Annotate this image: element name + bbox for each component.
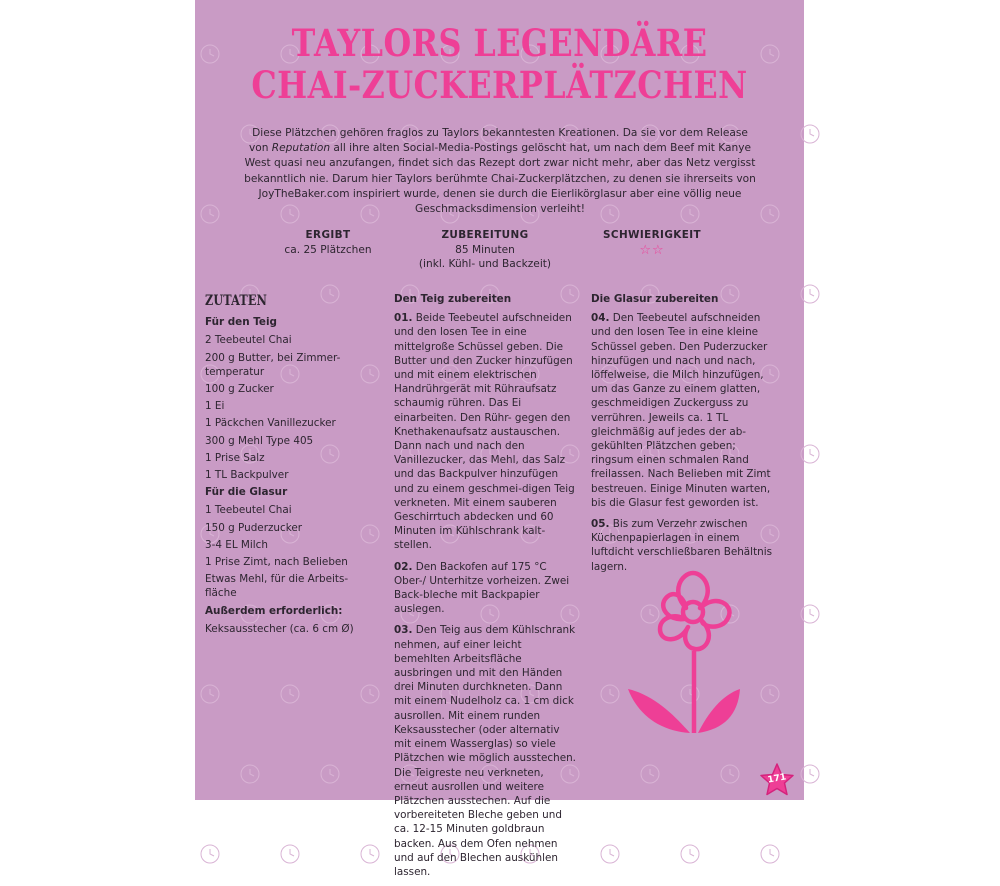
- pattern-clock-hands: [810, 129, 814, 136]
- intro-text-2: all ihre alten Social-Media-Postings gelöscht hat, um nach dem Beef mit Kanye West quasi neu anzufangen, findet sich das Rezept dort zwar nicht mehr, aber das Netz vergisst bekanntlich nie. Darum hier Taylors berühmte Chai-Zuckerplätzchen, zu denen sie ihrerseits von JoyTheBaker.com inspiriert wurde, denen sie durch die Eierlikörglasur aber eine völlig neue Geschmacksdimension verleiht!: [244, 142, 756, 216]
- dough-column: [394, 292, 579, 886]
- page-number-holder: [758, 762, 796, 800]
- ingredient-group: [205, 485, 365, 600]
- difficulty-star-icon: ☆: [652, 242, 665, 258]
- pattern-clock-hands: [810, 449, 814, 456]
- dough-heading: Den Teig zubereiten: [394, 293, 512, 305]
- step-text: Den Teig aus dem Kühlschrank nehmen, auf einer leicht bemehlten Arbeitsfläche ausbringen und mit den Händen drei Minuten durchkneten. Dann mit einem Nudelholz ca. 1 cm dick ausrollen. Mit einem runden Keksausstecher (oder alternativ mit einem Wasserglas) so viele Plätzchen wie möglich ausstechen. Die Teigreste neu verkneten, erneut ausrollen und weitere Plätzchen ausstechen. Auf die vorbereiteten Bleche geben und ca. 12-15 Minuten goldbraun backen. Aus dem Ofen nehmen und auf den Blechen auskühlen lassen.: [394, 624, 576, 878]
- pattern-clock-hands: [210, 689, 214, 696]
- meta-difficulty: [577, 228, 727, 259]
- pattern-clock-hands: [810, 609, 814, 616]
- step-text: Den Teebeutel aufschneiden und den losen Tee in eine kleine Schüssel geben. Den Puderzucker hinzufügen und nach und nach, löffelweise, die Milch hinzufügen, um das Ganze zu einem glatten, geschmeidigen Zuckerguss zu verrühren. Jeweils ca. 1 TL gleichmäßig auf jedes der ab-gekühlten Plätzchen geben; ringsum einen schmalen Rand freilassen. Nach Belieben mit Zimt bestreuen. Einige Minuten warten, bis die Glasur fest geworden ist.: [591, 312, 771, 509]
- ingredient-item: 1 Ei: [205, 400, 225, 413]
- glaze-column: [591, 292, 776, 581]
- step-number: 01.: [394, 312, 413, 325]
- ingredient-item: 150 g Puderzucker: [205, 521, 303, 534]
- meta-yield: [243, 228, 413, 257]
- pattern-clock-hands: [250, 769, 254, 776]
- pattern-clock-hands: [770, 209, 774, 216]
- pattern-clock-hands: [610, 689, 614, 696]
- step-item: [394, 623, 579, 879]
- pattern-clock-hands: [370, 529, 374, 536]
- ingredient-item: 1 Teebeutel Chai: [205, 504, 292, 517]
- step-item: [591, 311, 776, 510]
- dough-steps: [394, 311, 579, 879]
- recipe-title: [238, 22, 762, 106]
- step-text: Beide Teebeutel aufschneiden und den losen Tee in eine mittelgroße Schüssel geben. Die Butter und den Zucker hinzufügen und mit einem elektrischen Handrührgerät mit Rühraufsatz schaumig rühren. Das Ei einarbeiten. Den Rühr- gegen den Knethakenaufsatz austauschen. Dann nach und nach den Vanillezucker, das Mehl, das Salz und das Backpulver hinzufügen und zu einem geschmei-digen Teig verkneten. Mit einem sauberen Geschirrtuch abdecken und 60 Minuten im Kühlschrank kalt-stellen.: [394, 312, 575, 552]
- pattern-clock-hands: [210, 209, 214, 216]
- pattern-clock-hands: [290, 849, 294, 856]
- pattern-clock-hands: [810, 289, 814, 296]
- pattern-clock-hands: [730, 769, 734, 776]
- step-number: 04.: [591, 312, 610, 325]
- flower-illustration: [620, 565, 760, 745]
- pattern-clock-hands: [690, 849, 694, 856]
- ingredient-item: 100 g Zucker: [205, 383, 274, 396]
- step-item: [394, 560, 579, 617]
- pattern-clock-hands: [370, 369, 374, 376]
- ingredients-heading: ZUTATEN: [205, 293, 267, 309]
- pattern-clock-hands: [370, 689, 374, 696]
- ingredient-group-title: Für den Teig: [205, 316, 277, 329]
- meta-prep-time: [395, 228, 575, 272]
- ingredient-item: Keksausstecher (ca. 6 cm Ø): [205, 622, 354, 635]
- prep-label: ZUBEREITUNG: [441, 229, 529, 241]
- pattern-clock-hands: [330, 769, 334, 776]
- difficulty-star-icon: ☆: [639, 242, 652, 258]
- pattern-clock-hands: [770, 689, 774, 696]
- ingredient-item: 1 TL Backpulver: [205, 469, 289, 482]
- step-number: 05.: [591, 518, 610, 531]
- title-line-1: TAYLORS LEGENDÄRE: [291, 21, 708, 65]
- ingredient-item: 1 Prise Salz: [205, 451, 265, 464]
- ingredient-item: Etwas Mehl, für die Arbeits-fläche: [205, 573, 349, 600]
- pattern-clock-hands: [770, 849, 774, 856]
- prep-value: 85 Minuten: [455, 243, 515, 256]
- page-number: 171: [766, 772, 788, 786]
- glaze-steps: [591, 311, 776, 574]
- intro-paragraph: [243, 126, 757, 217]
- pattern-clock-hands: [370, 849, 374, 856]
- step-item: [394, 311, 579, 552]
- ingredient-item: 3-4 EL Milch: [205, 538, 268, 551]
- ingredient-group-title: Für die Glasur: [205, 486, 288, 499]
- ingredient-group: [205, 604, 365, 636]
- pattern-clock-hands: [810, 769, 814, 776]
- step-text: Den Backofen auf 175 °C Ober-/ Unterhitze vorheizen. Zwei Back-bleche mit Backpapier auslegen.: [394, 560, 570, 616]
- ingredient-item: 200 g Butter, bei Zimmer-temperatur: [205, 351, 341, 378]
- ingredient-groups: [205, 315, 365, 636]
- ingredients-column: [205, 294, 365, 639]
- ingredient-group-title: Außerdem erforderlich:: [205, 604, 343, 617]
- ingredient-group: [205, 315, 365, 482]
- ingredient-item: 300 g Mehl Type 405: [205, 434, 314, 447]
- ingredient-item: 2 Teebeutel Chai: [205, 334, 292, 347]
- recipe-page: [195, 0, 804, 878]
- ingredient-item: 1 Päckchen Vanillezucker: [205, 417, 336, 430]
- pattern-clock-hands: [210, 849, 214, 856]
- step-number: 03.: [394, 624, 413, 637]
- ingredient-item: 1 Prise Zimt, nach Belieben: [205, 556, 348, 569]
- pattern-clock-hands: [210, 49, 214, 56]
- yield-label: ERGIBT: [305, 229, 351, 241]
- pattern-clock-hands: [770, 49, 774, 56]
- difficulty-stars: [577, 243, 727, 259]
- pattern-clock-hands: [650, 769, 654, 776]
- pattern-clock-hands: [610, 849, 614, 856]
- pattern-clock-hands: [290, 689, 294, 696]
- step-number: 02.: [394, 560, 413, 573]
- intro-text-1: Diese Plätzchen gehören fraglos zu Taylors bekanntesten Kreationen. Da sie vor dem Release von: [248, 127, 748, 155]
- step-text: Bis zum Verzehr zwischen Küchenpapierlagen in einem luftdicht verschließbaren Behältnis lagern.: [591, 518, 773, 573]
- intro-album-name: Reputation: [271, 142, 331, 155]
- prep-note: (inkl. Kühl- und Backzeit): [418, 258, 552, 271]
- difficulty-label: SCHWIERIGKEIT: [603, 229, 701, 241]
- yield-value: ca. 25 Plätzchen: [284, 243, 372, 256]
- title-line-2: CHAI-ZUCKERPLÄTZCHEN: [251, 63, 748, 107]
- glaze-heading: Die Glasur zubereiten: [591, 293, 719, 305]
